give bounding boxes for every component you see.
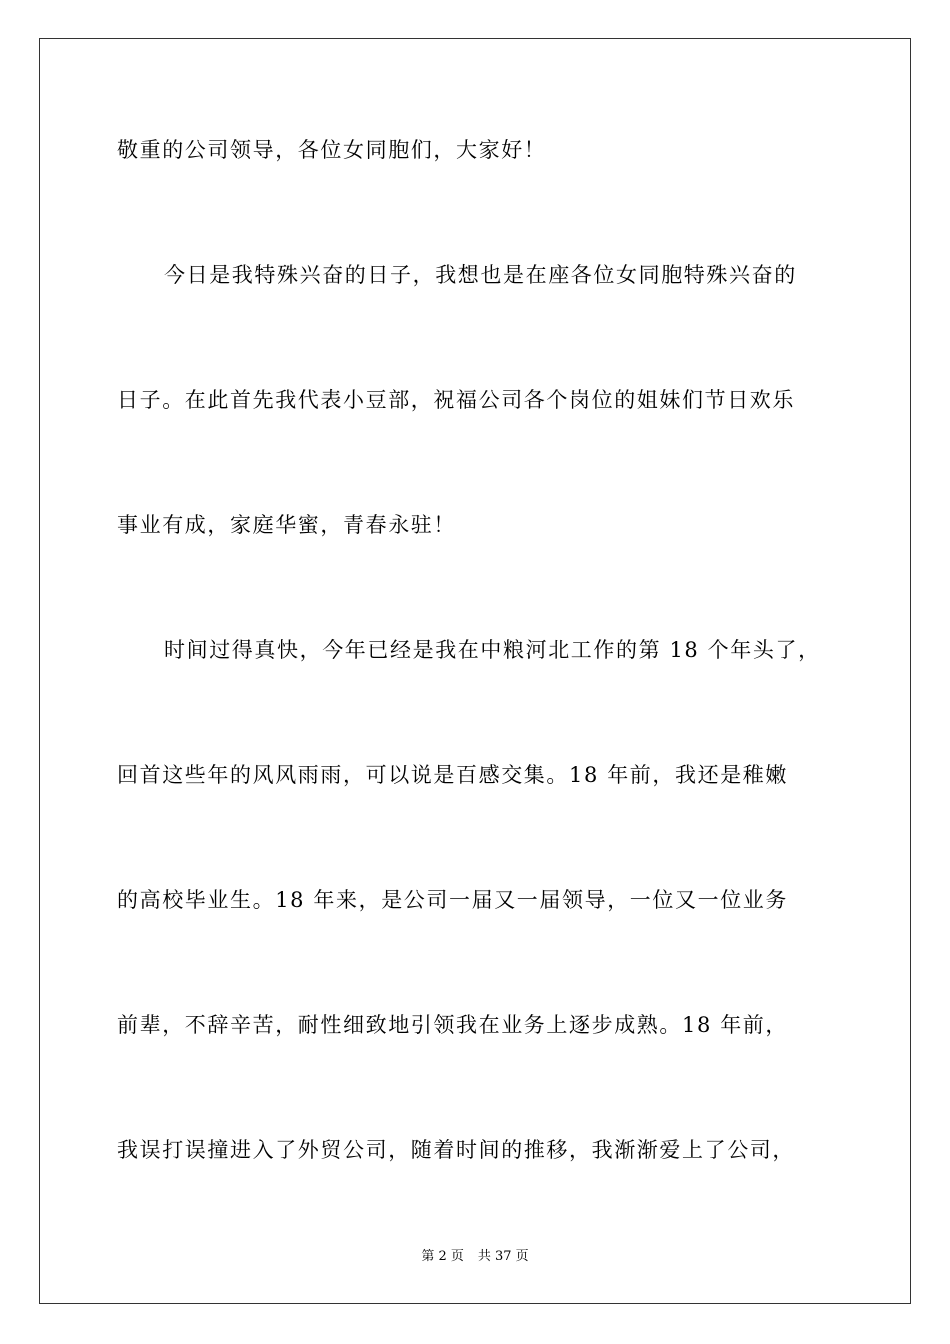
page-footer (0, 1248, 950, 1266)
text-line: 日子。在此首先我代表小豆部，祝福公司各个岗位的姐妹们节日欢乐 (117, 388, 795, 412)
text-line: 时间过得真快，今年已经是我在中粮河北工作的第 18 个年头了， (164, 638, 821, 662)
page-total: 共 37 页 (477, 1249, 529, 1264)
text-line: 前辈，不辞辛苦，耐性细致地引领我在业务上逐步成熟。18 年前， (117, 1013, 788, 1037)
text-line: 我误打误撞进入了外贸公司，随着时间的推移，我渐渐爱上了公司， (117, 1138, 795, 1162)
text-line: 今日是我特殊兴奋的日子，我想也是在座各位女同胞特殊兴奋的 (164, 263, 797, 287)
text-line: 回首这些年的风风雨雨，可以说是百感交集。18 年前，我还是稚嫩 (117, 763, 788, 787)
text-line: 的高校毕业生。18 年来，是公司一届又一届领导，一位又一位业务 (117, 888, 788, 912)
text-line: 事业有成，家庭华蜜，青春永驻！ (117, 513, 456, 537)
page-number: 第 2 页 (421, 1249, 464, 1264)
text-line: 敬重的公司领导，各位女同胞们，大家好！ (117, 138, 547, 162)
page-border (39, 38, 911, 1304)
